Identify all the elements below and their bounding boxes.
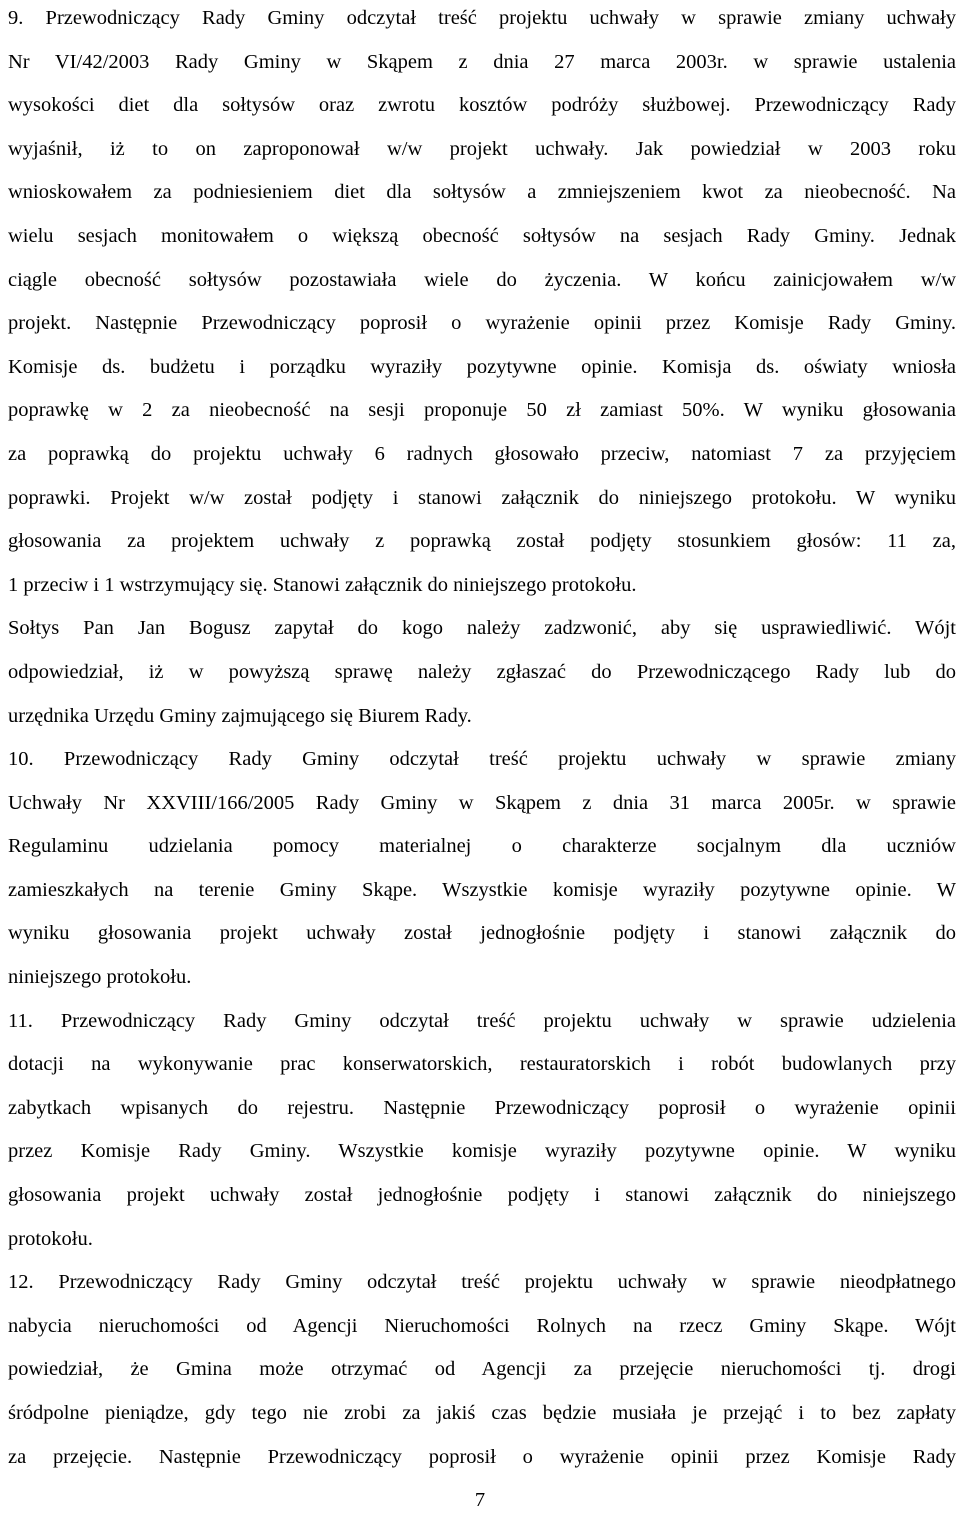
text-line: ciągle obecność sołtysów pozostawiała wiele do życzenia. W końcu zainicjowałem w/w xyxy=(8,268,956,291)
text-line: wyniku głosowania projekt uchwały został jednogłośnie podjęty i stanowi załącznik do xyxy=(8,922,956,945)
text-line: głosowania projekt uchwały został jednogłośnie podjęty i stanowi załącznik do niniejszego xyxy=(8,1184,956,1207)
text-line: głosowania za projektem uchwały z poprawką został podjęty stosunkiem głosów: 11 za, xyxy=(8,530,956,553)
text-line: poprawki. Projekt w/w został podjęty i stanowi załącznik do niniejszego protokołu. W wyniku xyxy=(8,486,956,509)
text-line: Sołtys Pan Jan Bogusz zapytał do kogo należy zadzwonić, aby się usprawiedliwić. Wójt xyxy=(8,617,956,640)
text-line: odpowiedział, iż w powyższą sprawę należy zgłaszać do Przewodniczącego Rady lub do xyxy=(8,660,956,683)
text-line: zabytkach wpisanych do rejestru. Następnie Przewodniczący poprosił o wyrażenie opinii xyxy=(8,1096,956,1119)
text-line: 12. Przewodniczący Rady Gminy odczytał treść projektu uchwały w sprawie nieodpłatnego xyxy=(8,1271,956,1294)
text-line: projekt. Następnie Przewodniczący poprosił o wyrażenie opinii przez Komisje Rady Gminy. xyxy=(8,312,956,335)
text-line: Komisje ds. budżetu i porządku wyraziły pozytywne opinie. Komisja ds. oświaty wniosła xyxy=(8,355,956,378)
body-text xyxy=(8,0,956,1482)
text-line: przez Komisje Rady Gminy. Wszystkie komisje wyraziły pozytywne opinie. W wyniku xyxy=(8,1140,956,1163)
page-number: 7 xyxy=(474,1489,486,1511)
text-line: protokołu. xyxy=(8,1227,93,1250)
text-line: za poprawką do projektu uchwały 6 radnych głosowało przeciw, natomiast 7 za przyjęciem xyxy=(8,442,956,465)
text-line: wysokości diet dla sołtysów oraz zwrotu kosztów podróży służbowej. Przewodniczący Rady xyxy=(8,94,956,117)
text-line: Uchwały Nr XXVIII/166/2005 Rady Gminy w Skąpem z dnia 31 marca 2005r. w sprawie xyxy=(8,791,956,814)
text-line: 10. Przewodniczący Rady Gminy odczytał treść projektu uchwały w sprawie zmiany xyxy=(8,748,956,771)
text-line: poprawkę w 2 za nieobecność na sesji proponuje 50 zł zamiast 50%. W wyniku głosowania xyxy=(8,399,956,422)
text-line: wnioskowałem za podniesieniem diet dla sołtysów a zmniejszeniem kwot za nieobecność. Na xyxy=(8,181,956,204)
text-line: Regulaminu udzielania pomocy materialnej o charakterze socjalnym dla uczniów xyxy=(8,835,956,858)
text-line: 1 przeciw i 1 wstrzymujący się. Stanowi załącznik do niniejszego protokołu. xyxy=(8,573,637,596)
text-line: wyjaśnił, iż to on zaproponował w/w projekt uchwały. Jak powiedział w 2003 roku xyxy=(8,137,956,160)
text-line: 9. Przewodniczący Rady Gminy odczytał treść projektu uchwały w sprawie zmiany uchwały xyxy=(8,7,956,29)
text-line: wielu sesjach monitowałem o większą obecność sołtysów na sesjach Rady Gminy. Jednak xyxy=(8,224,956,247)
text-line: śródpolne pieniądze, gdy tego nie zrobi za jakiś czas będzie musiała je przejąć i to bez zapłaty xyxy=(8,1402,956,1424)
text-line: urzędnika Urzędu Gminy zajmującego się Biurem Rady. xyxy=(8,704,472,727)
text-line: powiedział, że Gmina może otrzymać od Agencji za przejęcie nieruchomości tj. drogi xyxy=(8,1358,956,1381)
text-line: niniejszego protokołu. xyxy=(8,966,192,989)
text-line: dotacji na wykonywanie prac konserwatorskich, restauratorskich i robót budowlanych przy xyxy=(8,1053,956,1076)
text-line: Nr VI/42/2003 Rady Gminy w Skąpem z dnia 27 marca 2003r. w sprawie ustalenia xyxy=(8,50,956,73)
text-line: 11. Przewodniczący Rady Gminy odczytał treść projektu uchwały w sprawie udzielenia xyxy=(8,1009,956,1032)
text-line: za przejęcie. Następnie Przewodniczący poprosił o wyrażenie opinii przez Komisje Rady xyxy=(8,1445,956,1468)
text-line: nabycia nieruchomości od Agencji Nieruchomości Rolnych na rzecz Gminy Skąpe. Wójt xyxy=(8,1314,956,1337)
text-line: zamieszkałych na terenie Gminy Skąpe. Wszystkie komisje wyraziły pozytywne opinie. W xyxy=(8,878,956,901)
